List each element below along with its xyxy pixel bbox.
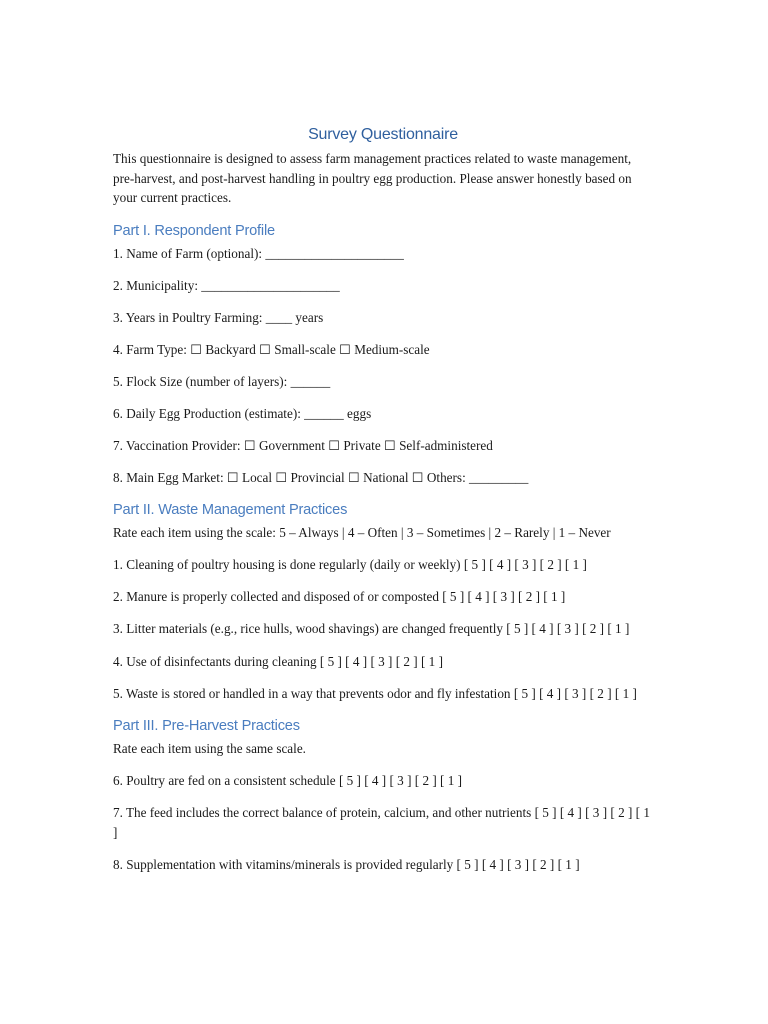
part2-item-cleaning: 1. Cleaning of poultry housing is done regularly (daily or weekly) [ 5 ] [ 4 ] [ 3 ] [ 2 ] [ 1 ]	[113, 557, 587, 572]
part3-instruction: Rate each item using the same scale.	[113, 741, 306, 756]
part3-item-supplementation: 8. Supplementation with vitamins/minerals is provided regularly [ 5 ] [ 4 ] [ 3 ] [ 2 ] [ 1 ]	[113, 857, 580, 872]
part1-item-farm-name: 1. Name of Farm (optional): _____________________	[113, 245, 404, 261]
part1-heading: Part I. Respondent Profile	[113, 222, 275, 239]
part2-item-waste-storage: 5. Waste is stored or handled in a way that prevents odor and fly infestation [ 5 ] [ 4 ] [ 3 ] [ 2 ] [ 1 ]	[113, 685, 637, 701]
part3-item-feed-balance: 7. The feed includes the correct balance of protein, calcium, and other nutrients [ 5 ] [ 4 ] [ 3 ] [ 2 ] [ 1 ]	[113, 805, 650, 840]
part2-item-disinfectants: 4. Use of disinfectants during cleaning [ 5 ] [ 4 ] [ 3 ] [ 2 ] [ 1 ]	[113, 653, 443, 669]
document-title: Survey Questionnaire	[308, 126, 458, 143]
part2-heading: Part II. Waste Management Practices	[113, 502, 348, 518]
document-page	[113, 124, 653, 887]
part1-item-flock-size: 5. Flock Size (number of layers): ______	[113, 373, 331, 389]
intro-paragraph: This questionnaire is designed to assess farm management practices related to waste management, pre-harvest, and post-harvest handling in poultry egg production. Please answer honestly based on your current practices.	[113, 151, 632, 205]
part2-instruction: Rate each item using the scale: 5 – Always | 4 – Often | 3 – Sometimes | 2 – Rarely | 1 – Never	[113, 525, 611, 540]
part1-item-egg-production: 6. Daily Egg Production (estimate): ______ eggs	[113, 405, 372, 421]
part1-item-years: 3. Years in Poultry Farming: ____ years	[113, 309, 324, 325]
part1-item-market: 8. Main Egg Market: ☐ Local ☐ Provincial ☐ National ☐ Others: _________	[113, 469, 529, 485]
part3-item-feeding-schedule: 6. Poultry are fed on a consistent schedule [ 5 ] [ 4 ] [ 3 ] [ 2 ] [ 1 ]	[113, 773, 462, 788]
part2-item-manure: 2. Manure is properly collected and disposed of or composted [ 5 ] [ 4 ] [ 3 ] [ 2 ] [ 1 ]	[113, 589, 566, 604]
part1-item-vaccination: 7. Vaccination Provider: ☐ Government ☐ Private ☐ Self-administered	[113, 437, 493, 453]
part3-heading: Part III. Pre-Harvest Practices	[113, 718, 300, 734]
part1-item-farm-type: 4. Farm Type: ☐ Backyard ☐ Small-scale ☐ Medium-scale	[113, 341, 430, 357]
part2-item-litter: 3. Litter materials (e.g., rice hulls, wood shavings) are changed frequently [ 5 ] [ 4 ] [ 3 ] [ 2 ] [ 1 ]	[113, 621, 630, 636]
part1-item-municipality: 2. Municipality: _____________________	[113, 277, 340, 293]
